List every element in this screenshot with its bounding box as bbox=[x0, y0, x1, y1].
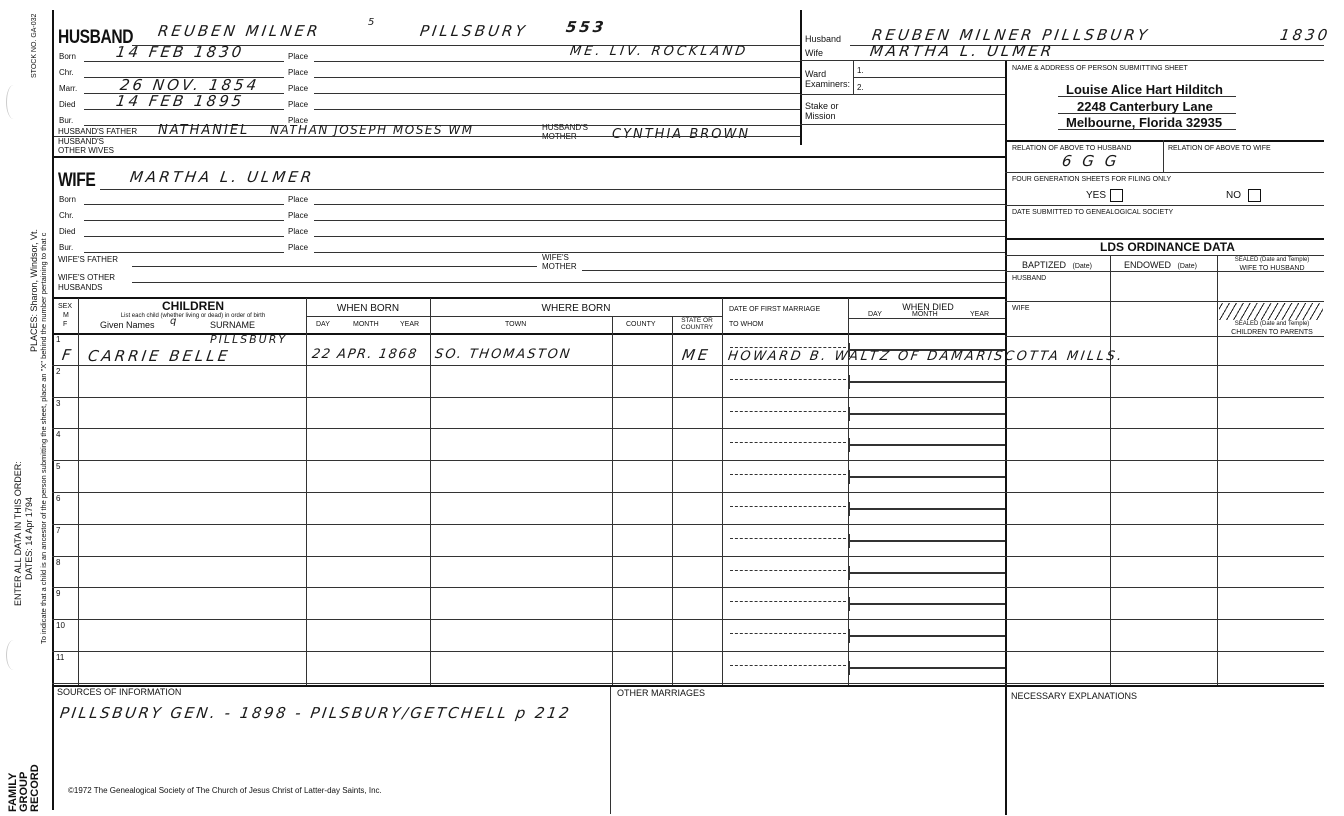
lds-baptized-label: BAPTIZED bbox=[1022, 260, 1067, 270]
examiner-1: 1. bbox=[857, 66, 864, 75]
wife-died-line bbox=[84, 236, 284, 237]
child-1-town[interactable]: SO. THOMASTON bbox=[433, 347, 573, 362]
child-marriage-dash bbox=[730, 347, 846, 348]
wife-bur-place-label: Place bbox=[288, 243, 309, 252]
col-born-day: DAY bbox=[316, 321, 330, 328]
col-died-day: DAY bbox=[868, 311, 882, 318]
husband-bur-label: Bur. bbox=[59, 116, 74, 125]
child-1-born-date[interactable]: 22 APR. 1868 bbox=[310, 347, 419, 362]
col-state-2: COUNTRY bbox=[680, 324, 714, 331]
husband-born-line bbox=[84, 61, 284, 62]
child-died-line bbox=[848, 667, 1005, 669]
sources-label: SOURCES OF INFORMATION bbox=[57, 687, 182, 697]
child-died-line bbox=[848, 540, 1005, 542]
child-row-line bbox=[52, 428, 1324, 429]
husband-father-label: HUSBAND'S FATHER bbox=[58, 127, 138, 136]
col-state-1: STATE OR bbox=[681, 317, 713, 324]
submitter-label: NAME & ADDRESS OF PERSON SUBMITTING SHEET bbox=[1012, 65, 1188, 72]
col-given-names: Given Names bbox=[100, 320, 155, 330]
child-row-number: 2 bbox=[56, 366, 61, 376]
col-first-marriage: DATE OF FIRST MARRIAGE bbox=[729, 306, 821, 313]
wife-chr-label: Chr. bbox=[59, 211, 74, 220]
child-1-sex[interactable]: F bbox=[60, 346, 75, 364]
lds-sealed-wife-2: WIFE TO HUSBAND bbox=[1239, 265, 1305, 272]
child-row-number: 6 bbox=[56, 494, 61, 503]
child-row-line bbox=[52, 587, 1324, 588]
husband-chr-place-line bbox=[314, 77, 800, 78]
lds-sealed-children-1: SEALED (Date and Temple) bbox=[1234, 321, 1310, 327]
relation-divider bbox=[1163, 140, 1164, 172]
husband-born-date[interactable]: 14 FEB 1830 bbox=[114, 43, 246, 61]
lds-sealed-children-2: CHILDREN TO PARENTS bbox=[1231, 329, 1313, 336]
child-marriage-dash bbox=[730, 379, 846, 380]
enter-data-instruction: ENTER ALL DATA IN THIS ORDER: bbox=[13, 461, 23, 606]
husband-marriage-date[interactable]: 26 NOV. 1854 bbox=[118, 76, 261, 94]
husband-died-date[interactable]: 14 FEB 1895 bbox=[114, 92, 246, 110]
husband-born-place-label: Place bbox=[288, 52, 309, 61]
child-died-tick bbox=[848, 375, 850, 389]
child-row-number: 1 bbox=[56, 335, 61, 344]
col-sex-f: F bbox=[63, 321, 68, 328]
lds-header-bottom bbox=[1005, 336, 1324, 337]
child-marriage-dash bbox=[730, 570, 846, 571]
child-row-line bbox=[52, 365, 1324, 366]
husband-mother-name[interactable]: CYNTHIA BROWN bbox=[612, 127, 751, 142]
wife-bur-label: Bur. bbox=[59, 243, 74, 252]
col-to-whom: TO WHOM bbox=[729, 321, 764, 328]
copyright: ©1972 The Genealogical Society of The Church of Jesus Christ of Latter-day Saints, Inc. bbox=[68, 786, 382, 795]
relation-bottom bbox=[1005, 172, 1324, 173]
right-column-line bbox=[1005, 60, 1007, 815]
col-county: COUNTY bbox=[626, 321, 656, 328]
submitter-line-3 bbox=[1058, 129, 1236, 130]
child-row-number: 4 bbox=[56, 430, 61, 440]
yes-checkbox[interactable] bbox=[1110, 189, 1123, 202]
wife-born-place-line bbox=[314, 204, 1005, 205]
child-row-line bbox=[52, 524, 1324, 525]
child-row-number: 3 bbox=[56, 398, 61, 408]
child-died-line bbox=[848, 476, 1005, 478]
wife-other-husbands-line bbox=[132, 282, 1005, 283]
col-sex-label: SEX bbox=[58, 303, 73, 310]
husband-surname[interactable]: PILLSBURY bbox=[418, 22, 529, 40]
submitter-bottom bbox=[1005, 140, 1324, 142]
husband-other-wives-label-2: OTHER WIVES bbox=[58, 146, 115, 155]
wife-mother-label-1: WIFE'S bbox=[542, 253, 569, 262]
dates-instruction: DATES: 14 Apr 1794 bbox=[24, 497, 34, 580]
child-died-tick bbox=[848, 407, 850, 421]
rh-husband-year: 1830 bbox=[1278, 26, 1332, 44]
examiner-1-line bbox=[853, 77, 1005, 78]
footer-top-line bbox=[52, 685, 1324, 687]
child-died-line bbox=[848, 635, 1005, 637]
child-row-line bbox=[52, 397, 1324, 398]
lds-sealed-wife-1: SEALED (Date and Temple) bbox=[1234, 257, 1310, 263]
husband-name[interactable]: REUBEN MILNER bbox=[156, 22, 322, 40]
wife-mother-label-2: MOTHER bbox=[542, 262, 577, 271]
husband-died-label: Died bbox=[59, 100, 76, 109]
husband-heading: HUSBAND bbox=[58, 27, 134, 48]
no-checkbox[interactable] bbox=[1248, 189, 1261, 202]
relation-husband-label: RELATION OF ABOVE TO HUSBAND bbox=[1012, 145, 1132, 152]
children-col-town bbox=[612, 316, 613, 685]
lds-title: LDS ORDINANCE DATA bbox=[1100, 240, 1235, 254]
child-row-line bbox=[52, 619, 1324, 620]
wife-name[interactable]: MARTHA L. ULMER bbox=[128, 168, 316, 186]
husband-died-line bbox=[84, 109, 284, 110]
child-marriage-dash bbox=[730, 442, 846, 443]
child-died-line bbox=[848, 444, 1005, 446]
family-group-record-title bbox=[8, 732, 41, 812]
husband-died-place-line bbox=[314, 109, 800, 110]
child-died-tick bbox=[848, 470, 850, 484]
wife-bur-line bbox=[84, 252, 284, 253]
husband-father-line bbox=[54, 136, 800, 137]
col-born-year: YEAR bbox=[400, 321, 420, 328]
child-died-line bbox=[848, 603, 1005, 605]
child-1-surname[interactable]: PILLSBURY bbox=[210, 333, 288, 346]
husband-mother-label-2: MOTHER bbox=[542, 132, 577, 141]
husband-number: 553 bbox=[564, 18, 608, 36]
child-died-line bbox=[848, 381, 1005, 383]
child-row-number: 11 bbox=[56, 653, 65, 662]
punch-hole bbox=[6, 85, 21, 119]
yes-label: YES bbox=[1086, 190, 1107, 201]
submitter-street: 2248 Canterbury Lane bbox=[1077, 99, 1213, 114]
child-marriage-dash bbox=[730, 633, 846, 634]
husband-chr-place-label: Place bbox=[288, 68, 309, 77]
child-row-line bbox=[52, 460, 1324, 461]
ward-label: Ward bbox=[805, 69, 827, 79]
child-row-line bbox=[52, 492, 1324, 493]
child-marriage-dash bbox=[730, 411, 846, 412]
lds-endowed-label: ENDOWED bbox=[1124, 260, 1171, 270]
examiner-2: 2. bbox=[857, 83, 864, 92]
child-1-state[interactable]: ME bbox=[680, 346, 712, 364]
no-label: NO bbox=[1226, 190, 1241, 201]
relation-wife-label: RELATION OF ABOVE TO WIFE bbox=[1168, 145, 1271, 152]
lds-husband-label: HUSBAND bbox=[1012, 275, 1047, 282]
stake-label-2: Mission bbox=[805, 111, 836, 121]
wife-chr-place-label: Place bbox=[288, 211, 309, 220]
husband-marr-place-line bbox=[314, 93, 800, 94]
child-marriage-dash bbox=[730, 506, 846, 507]
child-died-line bbox=[848, 572, 1005, 574]
rh-wife-line bbox=[800, 60, 1324, 61]
child-died-tick bbox=[848, 502, 850, 516]
husband-marr-place-label: Place bbox=[288, 84, 309, 93]
child-died-tick bbox=[848, 597, 850, 611]
children-col-county bbox=[672, 316, 673, 685]
husband-born-place[interactable]: ME. LIV. ROCKLAND bbox=[568, 44, 750, 59]
husband-other-wives-label-1: HUSBAND'S bbox=[58, 137, 104, 146]
relation-husband-value[interactable]: 6 G G bbox=[1060, 152, 1121, 170]
necessary-explanations-label: NECESSARY EXPLANATIONS bbox=[1011, 691, 1138, 701]
wife-name-line bbox=[100, 189, 1005, 190]
rh-wife-value[interactable]: MARTHA L. ULMER bbox=[868, 42, 1056, 60]
child-marriage-dash bbox=[730, 538, 846, 539]
family-group-record-text: FAMILY GROUP RECORD bbox=[7, 764, 41, 812]
wife-died-place-label: Place bbox=[288, 227, 309, 236]
rh-wife-label: Wife bbox=[805, 48, 823, 58]
wife-chr-line bbox=[84, 220, 284, 221]
wife-heading: WIFE bbox=[58, 170, 96, 191]
rh-husband-label: Husband bbox=[805, 34, 842, 44]
wife-born-label: Born bbox=[59, 195, 76, 204]
child-died-tick bbox=[848, 629, 850, 643]
given-names-mark: q bbox=[170, 316, 179, 327]
col-died-month: MONTH bbox=[912, 311, 938, 318]
child-1-given-name[interactable]: CARRIE BELLE bbox=[86, 347, 232, 365]
child-died-line bbox=[848, 413, 1005, 415]
wife-father-label: WIFE'S FATHER bbox=[58, 255, 119, 264]
children-header-mid-2 bbox=[848, 318, 1005, 319]
col-where-born: WHERE BORN bbox=[541, 303, 611, 314]
left-frame-line bbox=[52, 10, 54, 810]
places-instruction: PLACES: Sharon, Windsor, Vt. bbox=[29, 228, 39, 352]
wife-other-husbands-label-1: WIFE'S OTHER bbox=[58, 273, 116, 282]
husband-section-bottom bbox=[52, 156, 1005, 158]
child-row-number: 8 bbox=[56, 557, 61, 567]
child-row-line bbox=[52, 683, 1324, 684]
child-1-spouse[interactable]: HOWARD B. WALTZ OF DAMARISCOTTA MILLS. bbox=[726, 349, 1125, 364]
examiner-2-line bbox=[800, 94, 1005, 95]
wife-died-place-line bbox=[314, 236, 1005, 237]
wife-mother-line bbox=[582, 270, 1005, 271]
husband-chr-label: Chr. bbox=[59, 68, 74, 77]
child-row-number: 5 bbox=[56, 462, 61, 472]
stake-label-1: Stake or bbox=[805, 101, 839, 111]
col-when-died: WHEN DIED bbox=[902, 302, 954, 312]
wife-born-place-label: Place bbox=[288, 195, 309, 204]
child-marriage-dash bbox=[730, 474, 846, 475]
lds-endowed bbox=[1124, 261, 1197, 270]
child-died-tick bbox=[848, 566, 850, 580]
col-town: TOWN bbox=[505, 321, 527, 328]
lds-col-1 bbox=[1110, 255, 1111, 685]
other-marriages-label: OTHER MARRIAGES bbox=[617, 688, 706, 698]
child-died-tick bbox=[848, 438, 850, 452]
husband-died-place-label: Place bbox=[288, 100, 309, 109]
husband-father-name[interactable]: NATHANIEL bbox=[158, 123, 250, 138]
children-title: CHILDREN bbox=[162, 299, 224, 313]
date-submitted-label: DATE SUBMITTED TO GENEALOGICAL SOCIETY bbox=[1012, 209, 1174, 216]
lds-wife-label: WIFE bbox=[1012, 305, 1030, 312]
lds-baptized bbox=[1022, 261, 1092, 270]
footer-divider bbox=[610, 686, 611, 814]
wife-died-label: Died bbox=[59, 227, 76, 236]
child-marriage-dash bbox=[730, 665, 846, 666]
lds-wife-hatched-cell bbox=[1219, 303, 1323, 320]
husband-bur-place-label: Place bbox=[288, 116, 309, 125]
lds-baptized-date: (Date) bbox=[1072, 263, 1092, 270]
sources-text[interactable]: PILLSBURY GEN. - 1898 - PILSBURY/GETCHELL p 212 bbox=[58, 704, 573, 722]
wife-born-line bbox=[84, 204, 284, 205]
child-died-line bbox=[848, 508, 1005, 510]
wife-chr-place-line bbox=[314, 220, 1005, 221]
submitter-line-2 bbox=[1058, 113, 1236, 114]
children-header-bottom bbox=[52, 333, 1005, 335]
col-died-year: YEAR bbox=[970, 311, 990, 318]
submitter-city: Melbourne, Florida 32935 bbox=[1066, 115, 1223, 130]
four-gen-bottom bbox=[1005, 205, 1324, 206]
lds-endowed-date: (Date) bbox=[1177, 263, 1197, 270]
husband-marr-label: Marr. bbox=[59, 84, 78, 93]
wife-bur-place-line bbox=[314, 252, 1005, 253]
submitter-name: Louise Alice Hart Hilditch bbox=[1066, 82, 1223, 97]
lds-title-line bbox=[1005, 255, 1324, 256]
children-header-mid bbox=[306, 316, 722, 317]
husband-superscript: 5 bbox=[368, 17, 377, 28]
husband-father-line-names: NATHAN JOSEPH MOSES WM bbox=[270, 123, 474, 137]
child-row-number: 9 bbox=[56, 589, 61, 599]
col-born-month: MONTH bbox=[353, 321, 379, 328]
examiners-label: Examiners: bbox=[805, 79, 851, 89]
husband-born-place-line bbox=[314, 61, 800, 62]
wife-father-line bbox=[132, 266, 537, 267]
child-died-tick bbox=[848, 534, 850, 548]
children-subtitle: List each child (whether living or dead) in order of birth bbox=[120, 313, 266, 319]
rh-husband-value[interactable]: REUBEN MILNER PILLSBURY bbox=[870, 26, 1152, 44]
child-row-line bbox=[52, 651, 1324, 652]
husband-mother-label-1: HUSBAND'S bbox=[542, 123, 588, 132]
col-when-born: WHEN BORN bbox=[336, 303, 400, 314]
four-gen-label: FOUR GENERATION SHEETS FOR FILING ONLY bbox=[1012, 176, 1172, 183]
child-row-line bbox=[52, 556, 1324, 557]
wife-other-husbands-label-2: HUSBANDS bbox=[58, 283, 103, 292]
col-surname: SURNAME bbox=[210, 320, 256, 330]
stake-line bbox=[800, 124, 1005, 125]
punch-hole bbox=[6, 640, 21, 670]
child-died-tick bbox=[848, 661, 850, 675]
lds-col-2 bbox=[1217, 255, 1218, 685]
lds-husband-line bbox=[1005, 301, 1324, 302]
child-row-number: 7 bbox=[56, 525, 61, 535]
child-marriage-dash bbox=[730, 601, 846, 602]
indicate-ancestor-note: To indicate that a child is an ancestor of the person submitting the sheet, place an "X" behind the number pertaining to that c bbox=[39, 232, 48, 644]
child-row-number: 10 bbox=[56, 621, 65, 631]
col-sex-m: M bbox=[63, 312, 69, 319]
submitter-line-1 bbox=[1058, 96, 1236, 97]
lds-header-line bbox=[1005, 271, 1324, 272]
stock-number: STOCK NO. GA-032 bbox=[31, 13, 38, 78]
husband-born-label: Born bbox=[59, 52, 76, 61]
